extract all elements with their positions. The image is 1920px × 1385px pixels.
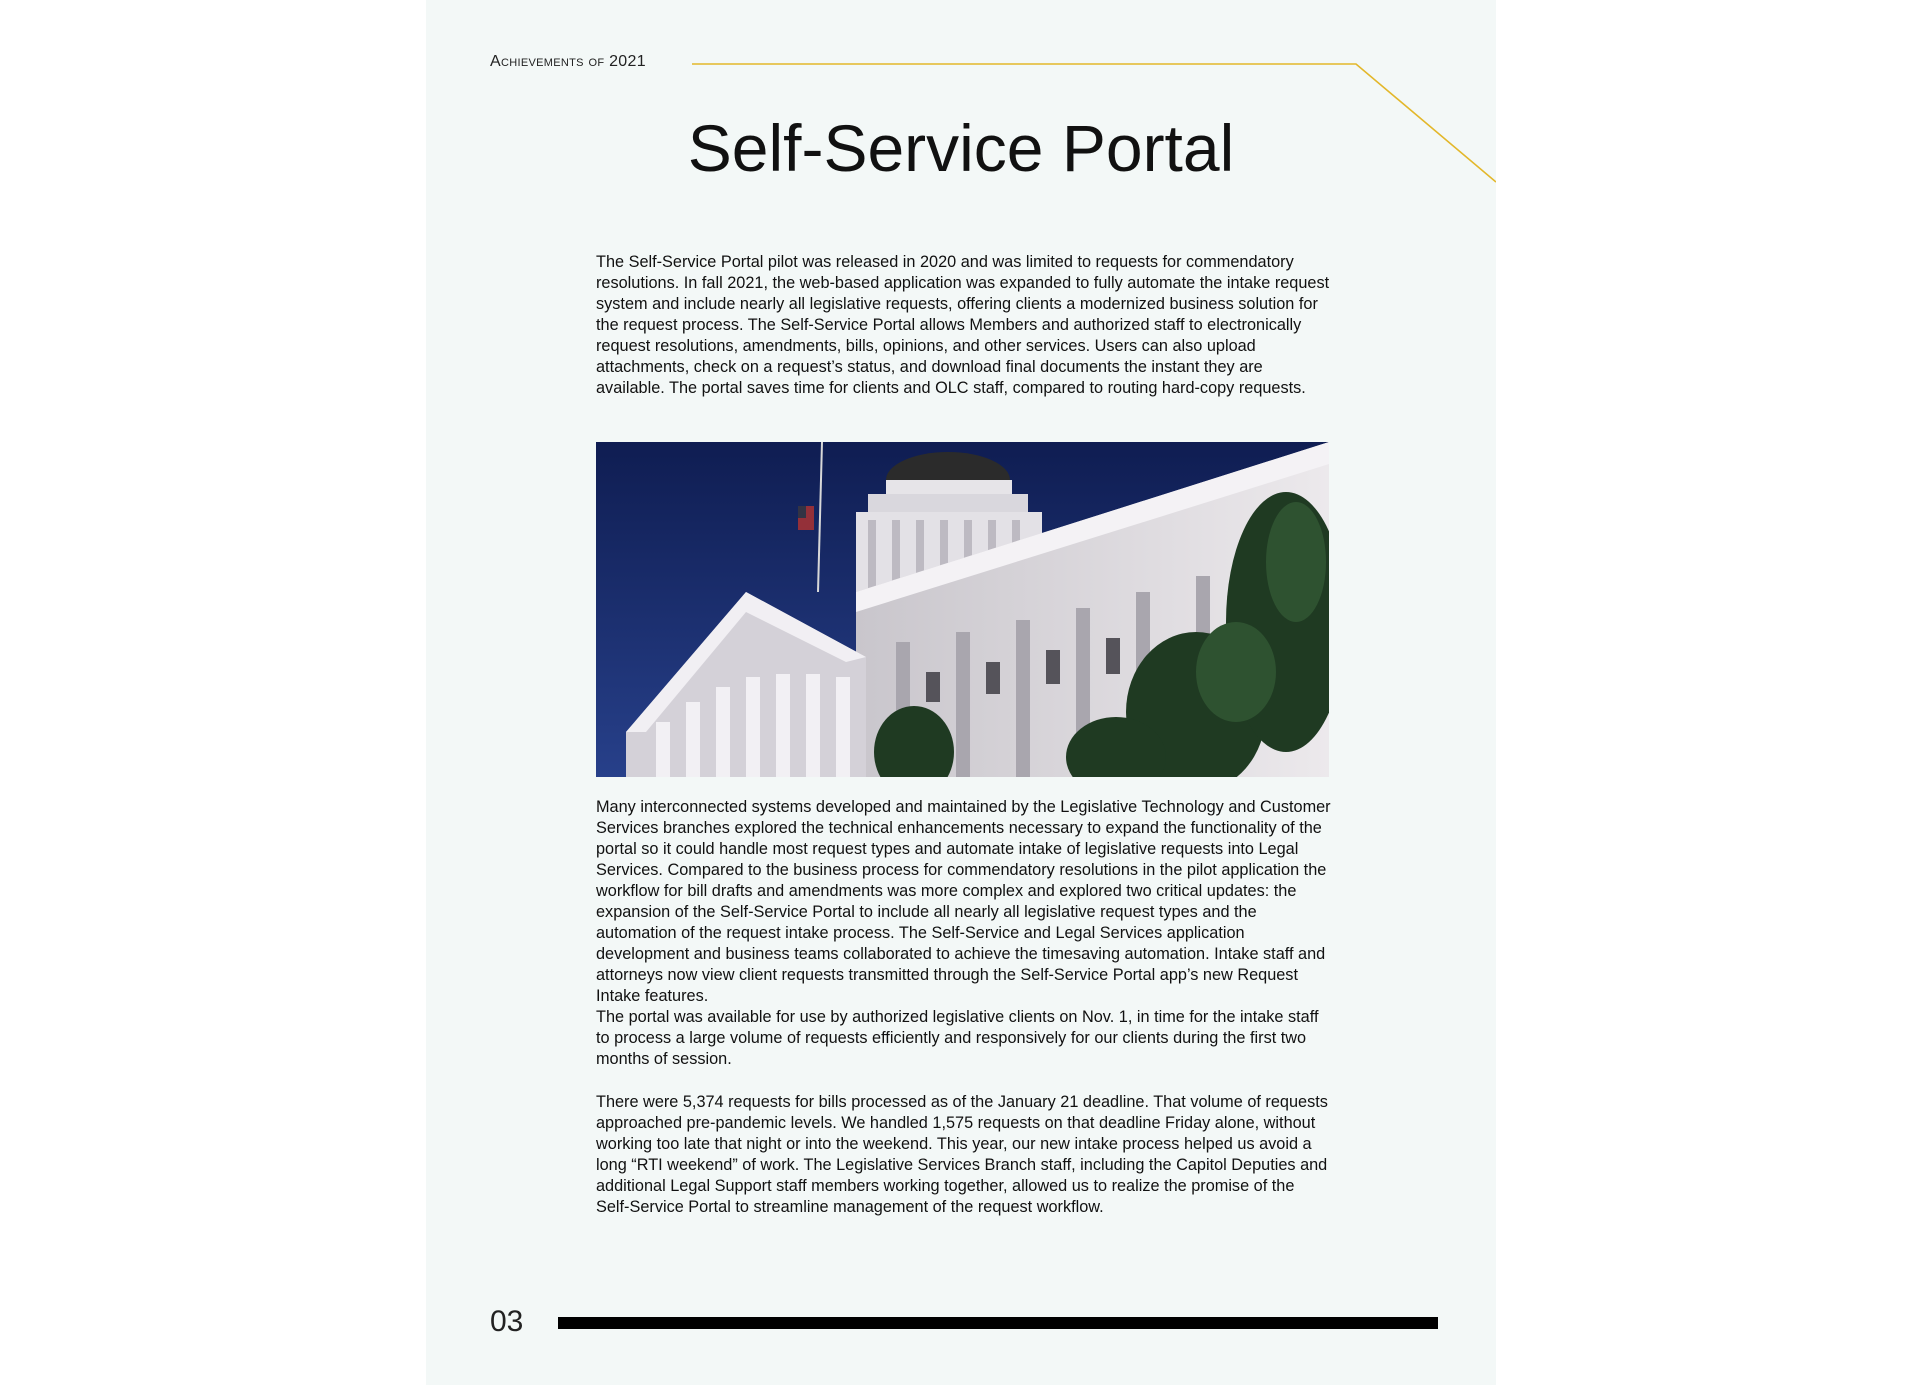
requests-paragraph: There were 5,374 requests for bills processed as of the January 21 deadline. That volume of requests approached pre-pandemic levels. We handled 1,575 requests on that deadline Friday alone, without working too late that night or into the weekend. This year, our new intake process helped us avoid a long “RTI weekend” of work. The Legislative Services Branch staff, including the Capitol Deputies and additional Legal Support staff members working together, allowed us to realize the promise of the Self-Service Portal to streamline management of the request workflow. (596, 1093, 1328, 1216)
systems-paragraph-part-1: Many interconnected systems developed and maintained by the Legislative Technology and Customer Services branches explored the technical enhancements necessary to expand the functionality of the portal so it could handle most request types and automate intake of legislative requests into Legal Services. Compared to the business process for commendatory resolutions in the pilot application the workflow for bill drafts and amendments was more complex and explored two critical updates: the expansion of the Self-Service Portal to include all nearly all legislative request types and the automation of the request intake process. The Self-Service and Legal Services application development and business teams collaborated to achieve the timesaving automation. Intake staff and attorneys now view client requests transmitted through the Self-Service Portal app’s new Request Intake features. (596, 798, 1331, 1005)
systems-paragraph-part-2: The portal was available for use by authorized legislative clients on Nov. 1, in time for the intake staff to process a large volume of requests efficiently and responsively for our clients during the first two months of session. (596, 1008, 1319, 1068)
footer-rule (558, 1317, 1438, 1329)
page-number: 03 (490, 1305, 524, 1338)
section-label: Achievements of 2021 (490, 53, 646, 70)
document-page (426, 0, 1496, 1385)
systems-paragraph (596, 797, 1331, 1070)
intro-paragraph: The Self-Service Portal pilot was released in 2020 and was limited to requests for commendatory resolutions. In fall 2021, the web-based application was expanded to fully automate the intake request system and include nearly all legislative requests, offering clients a modernized business solution for the request process. The Self-Service Portal allows Members and authorized staff to electronically request resolutions, amendments, bills, opinions, and other services. Users can also upload attachments, check on a request’s status, and download final documents the instant they are available. The portal saves time for clients and OLC staff, compared to routing hard-copy requests. (596, 253, 1330, 397)
page-title: Self-Service Portal (687, 111, 1235, 185)
capitol-building-photo (596, 442, 1329, 777)
